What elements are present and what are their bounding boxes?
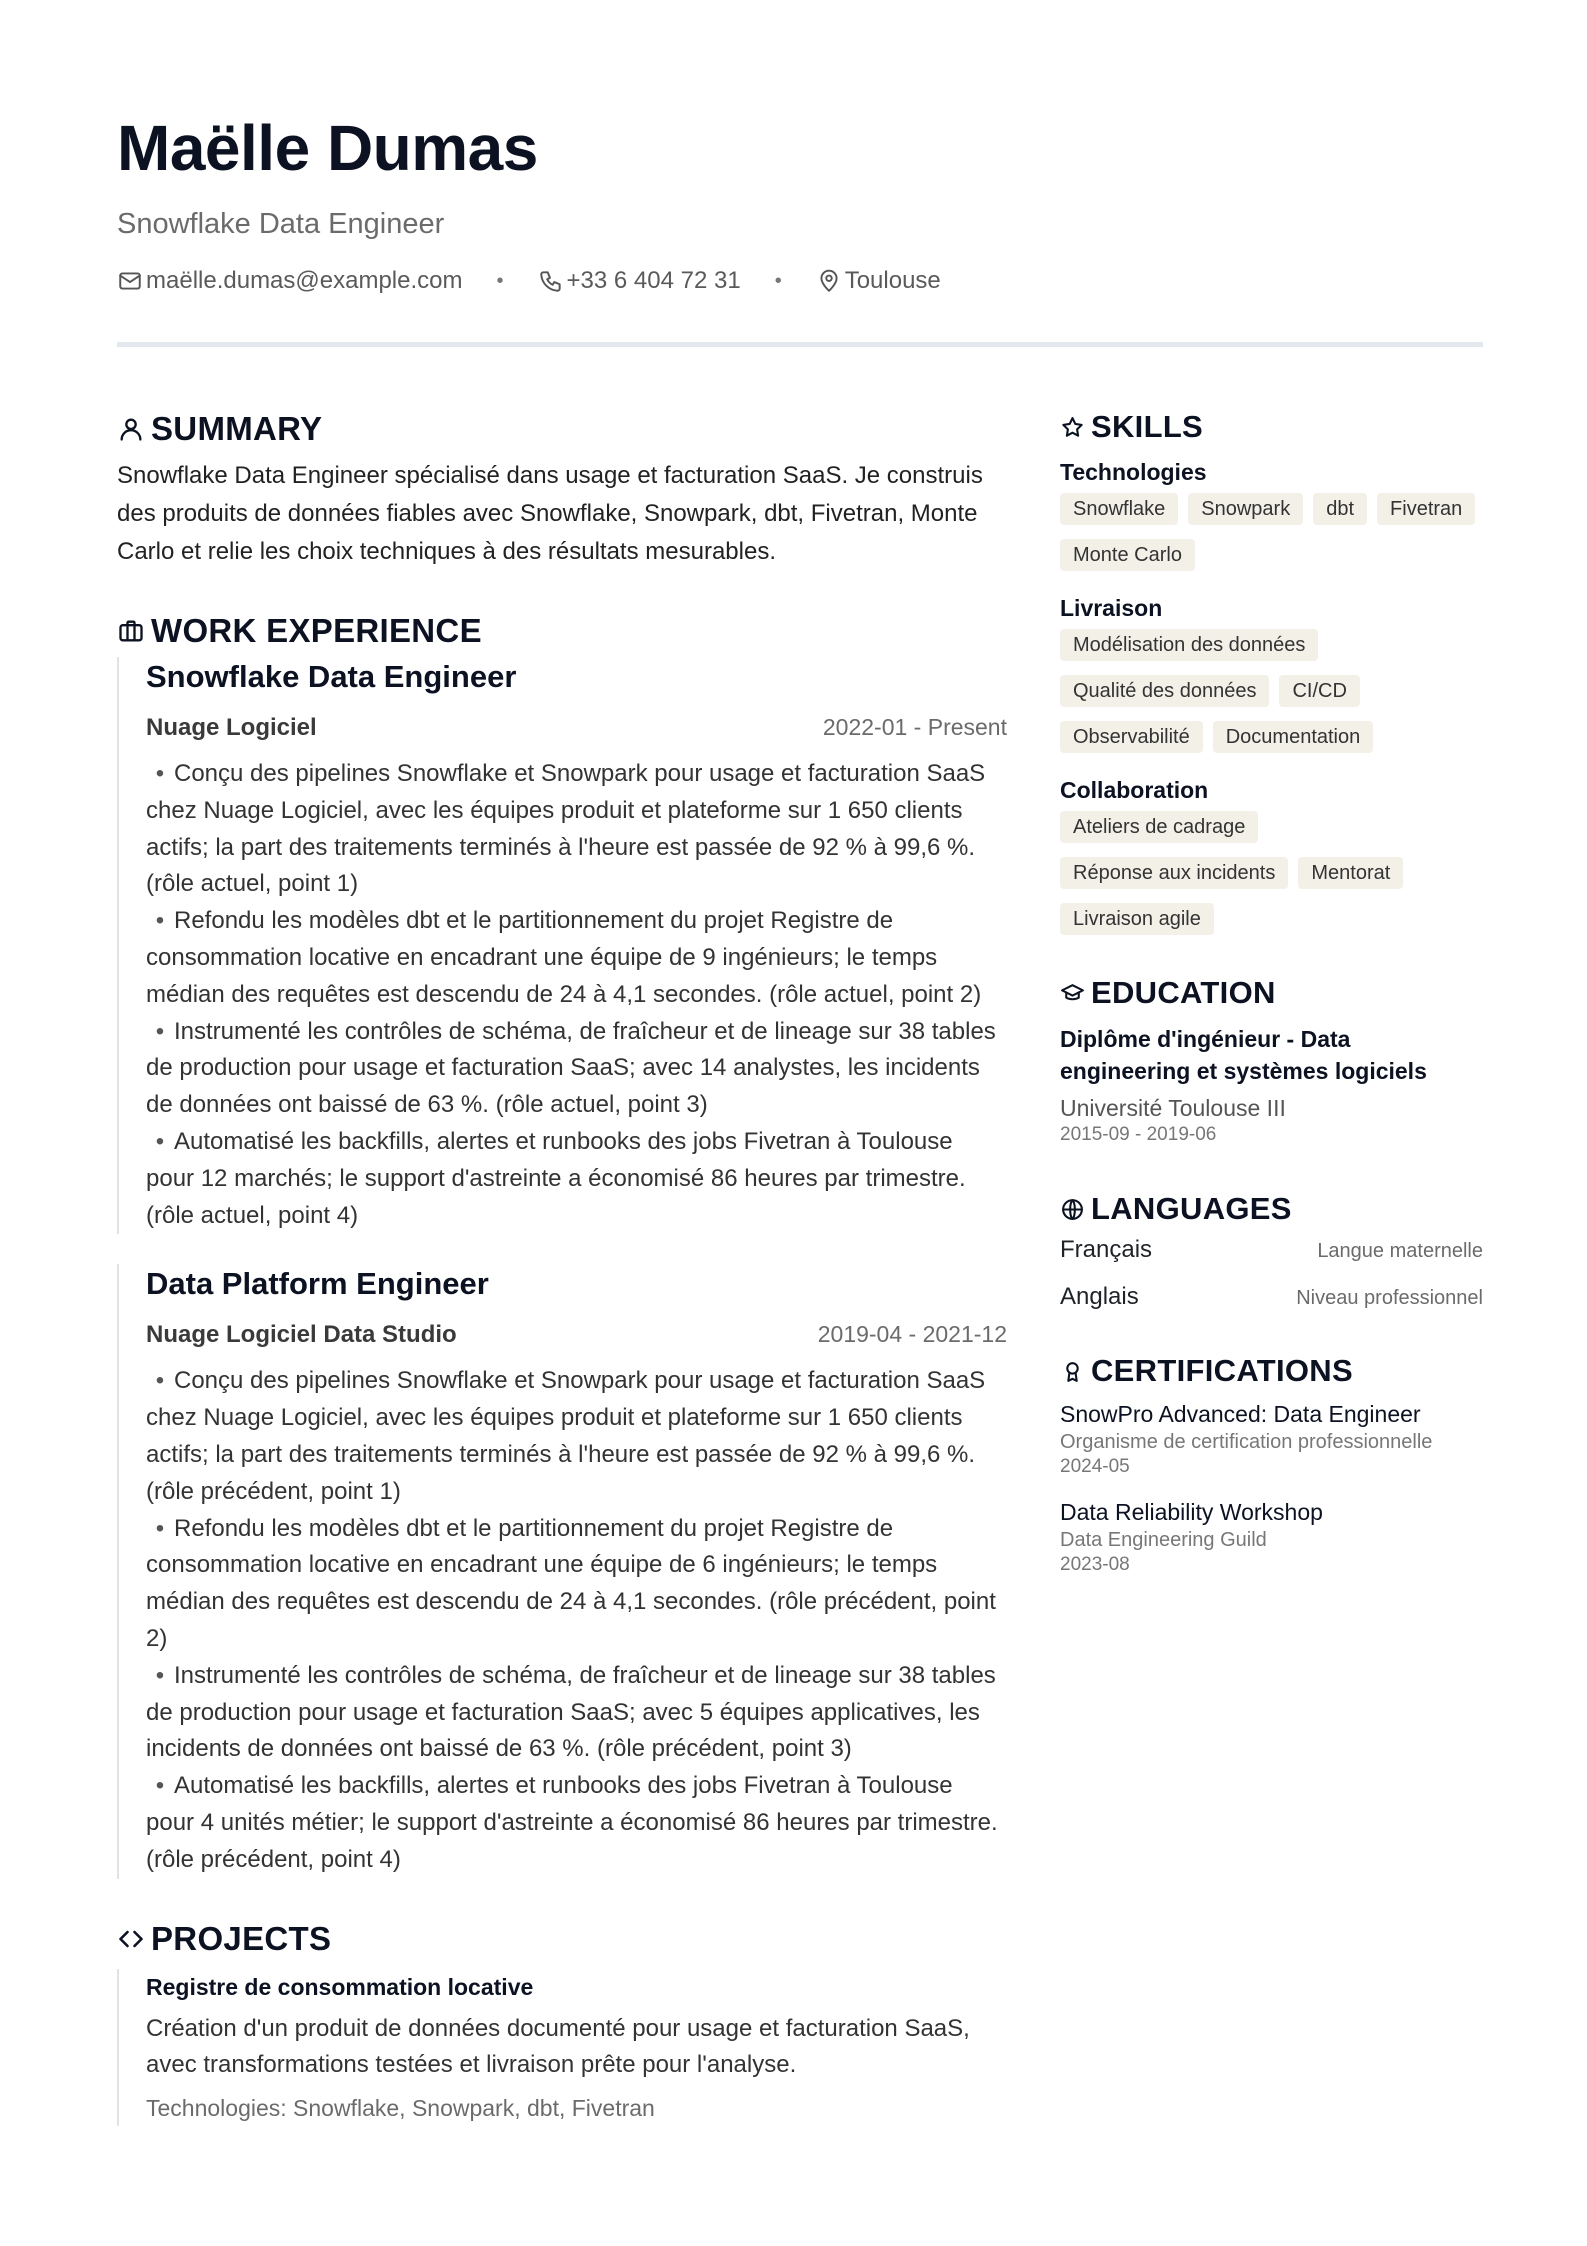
candidate-name: Maëlle Dumas	[117, 112, 538, 184]
job-bullet	[146, 1014, 1007, 1124]
job-entry	[117, 1264, 1007, 1878]
language-level: Langue maternelle	[1317, 1240, 1483, 1262]
bullet-dot: •	[155, 1772, 165, 1800]
skill-group-label: Technologies	[1060, 459, 1207, 485]
education-title: EDUCATION	[1091, 975, 1276, 1010]
job-bullet	[146, 1658, 1007, 1768]
project-title: Registre de consommation locative	[146, 1973, 534, 2000]
star-icon	[1060, 415, 1085, 440]
language-level: Niveau professionnel	[1296, 1287, 1483, 1309]
contact-separator: •	[496, 269, 504, 292]
candidate-headline: Snowflake Data Engineer	[117, 208, 445, 240]
language-name: Français	[1060, 1236, 1153, 1263]
certification-date: 2024-05	[1060, 1456, 1130, 1477]
contact-separator: •	[774, 269, 782, 292]
skill-group	[1060, 775, 1483, 935]
education-heading	[1060, 973, 1483, 1013]
job-meta	[146, 1318, 1007, 1351]
certification-issuer: Data Engineering Guild	[1060, 1529, 1267, 1551]
user-icon	[117, 415, 145, 443]
bullet-text: Conçu des pipelines Snowflake et Snowpark pour usage et facturation SaaS chez Nuage Logiciel, avec les équipes produit et plateforme sur 1 650 clients actifs; la part des traitements terminés à l'heure est passée de 92 % à 99,6 %. (rôle actuel, point 1)	[146, 760, 986, 898]
certification-issuer: Organisme de certification professionnelle	[1060, 1431, 1433, 1453]
certification-date: 2023-08	[1060, 1554, 1130, 1575]
summary-heading	[117, 409, 1007, 449]
contact-email[interactable]	[117, 267, 463, 295]
header-divider	[117, 342, 1483, 347]
bullet-text: Instrumenté les contrôles de schéma, de fraîcheur et de lineage sur 38 tables de production pour usage et facturation SaaS; avec 14 analystes, les incidents de données ont baissé de 63 %. (rôle actuel, point 3)	[146, 1017, 996, 1119]
bullet-dot: •	[155, 1367, 165, 1395]
email-text: maëlle.dumas@example.com	[146, 267, 463, 294]
skill-tag: Mentorat	[1298, 857, 1403, 889]
job-bullet	[146, 1768, 1007, 1878]
certifications-title: CERTIFICATIONS	[1091, 1353, 1353, 1388]
skill-tag: Observabilité	[1060, 721, 1203, 753]
job-bullets	[146, 756, 1007, 1234]
experience-heading	[117, 611, 1007, 651]
code-icon	[117, 1925, 145, 1953]
phone-icon	[538, 268, 564, 294]
skill-group-label: Collaboration	[1060, 777, 1209, 803]
job-title: Data Platform Engineer	[146, 1266, 489, 1302]
job-title: Snowflake Data Engineer	[146, 659, 517, 694]
job-bullet	[146, 1511, 1007, 1658]
map-pin-icon	[816, 268, 842, 294]
mail-icon	[117, 268, 143, 294]
skill-tag: Livraison agile	[1060, 903, 1214, 935]
bullet-text: Refondu les modèles dbt et le partitionnement du projet Registre de consommation locative en encadrant une équipe de 9 ingénieurs; le temps médian des requêtes est descendu de 24 à 4,1 secondes. (rôle actuel, point 2)	[146, 907, 982, 1008]
education-degree: Diplôme d'ingénieur - Data engineering et systèmes logiciels	[1060, 1026, 1427, 1084]
bullet-dot: •	[155, 1017, 165, 1045]
skills-heading	[1060, 407, 1483, 447]
bullet-text: Refondu les modèles dbt et le partitionnement du projet Registre de consommation locative en encadrant une équipe de 6 ingénieurs; le temps médian des requêtes est descendu de 24 à 4,1 secondes. (rôle précédent, point 2)	[146, 1514, 996, 1652]
education-school: Université Toulouse III	[1060, 1095, 1286, 1121]
location-text: Toulouse	[844, 267, 941, 294]
skill-tag: Documentation	[1213, 721, 1374, 753]
contact-row	[117, 264, 1483, 298]
projects-heading	[117, 1919, 1007, 1959]
contact-location	[816, 267, 941, 295]
graduation-cap-icon	[1060, 981, 1085, 1006]
job-meta	[146, 711, 1007, 744]
job-company: Nuage Logiciel Data Studio	[146, 1321, 457, 1349]
certification-entry	[1060, 1399, 1483, 1479]
job-company: Nuage Logiciel	[146, 714, 317, 741]
skill-group-label: Livraison	[1060, 595, 1163, 621]
summary-text: Snowflake Data Engineer spécialisé dans usage et facturation SaaS. Je construis des produits de données fiables avec Snowflake, Snowpark, dbt, Fivetran, Monte Carlo et relie les choix techniques à des résultats mesurables.	[117, 462, 983, 565]
sidebar-column	[1060, 407, 1483, 1577]
globe-icon	[1060, 1197, 1085, 1222]
certification-entry	[1060, 1497, 1483, 1577]
education-dates: 2015-09 - 2019-06	[1060, 1124, 1217, 1145]
certification-name: Data Reliability Workshop	[1060, 1499, 1323, 1525]
skill-tag: Modélisation des données	[1060, 629, 1318, 661]
skill-tag: Monte Carlo	[1060, 539, 1195, 571]
skill-tag: Ateliers de cadrage	[1060, 811, 1258, 843]
award-icon	[1060, 1359, 1085, 1384]
languages-title: LANGUAGES	[1091, 1191, 1292, 1226]
certification-name: SnowPro Advanced: Data Engineer	[1060, 1401, 1421, 1427]
skill-tag: Qualité des données	[1060, 675, 1269, 707]
skill-tag: dbt	[1313, 493, 1367, 525]
job-entry	[117, 657, 1007, 1234]
bullet-dot: •	[155, 1127, 165, 1155]
briefcase-icon	[117, 617, 145, 645]
skill-tags	[1060, 629, 1483, 753]
bullet-dot: •	[155, 1514, 165, 1542]
bullet-text: Automatisé les backfills, alertes et runbooks des jobs Fivetran à Toulouse pour 12 marchés; le support d'astreinte a économisé 86 heures par trimestre. (rôle actuel, point 4)	[146, 1127, 966, 1229]
skill-tags	[1060, 811, 1483, 935]
skill-tag: CI/CD	[1279, 675, 1359, 707]
contact-phone[interactable]	[538, 267, 741, 295]
certifications-heading	[1060, 1351, 1483, 1391]
skill-group	[1060, 593, 1483, 753]
bullet-dot: •	[155, 1661, 165, 1689]
skill-tags	[1060, 493, 1483, 571]
skill-tag: Fivetran	[1377, 493, 1475, 525]
projects-title: PROJECTS	[151, 1919, 332, 1957]
skill-tag: Réponse aux incidents	[1060, 857, 1288, 889]
bullet-dot: •	[155, 907, 165, 935]
job-bullet	[146, 756, 1007, 903]
phone-text: +33 6 404 72 31	[566, 267, 741, 294]
project-description: Création d'un produit de données documenté pour usage et facturation SaaS, avec transformations testées et livraison prête pour l'analyse.	[146, 2014, 970, 2079]
language-row	[1060, 1235, 1483, 1266]
job-bullet	[146, 1124, 1007, 1234]
project-entry	[117, 1969, 1007, 2127]
bullet-text: Instrumenté les contrôles de schéma, de fraîcheur et de lineage sur 38 tables de production pour usage et facturation SaaS; avec 5 équipes applicatives, les incidents de données ont baissé de 63 %. (rôle précédent, point 3)	[146, 1661, 996, 1763]
job-bullets	[146, 1363, 1007, 1878]
project-technologies: Technologies: Snowflake, Snowpark, dbt, Fivetran	[146, 2095, 655, 2122]
bullet-text: Conçu des pipelines Snowflake et Snowpark pour usage et facturation SaaS chez Nuage Logiciel, avec les équipes produit et plateforme sur 1 650 clients actifs; la part des traitements terminés à l'heure est passée de 92 % à 99,6 %. (rôle précédent, point 1)	[146, 1367, 986, 1505]
experience-title: WORK EXPERIENCE	[151, 612, 482, 649]
main-column	[117, 409, 1007, 2126]
bullet-dot: •	[155, 760, 165, 787]
job-dates: 2022-01 - Present	[822, 714, 1007, 740]
skill-tag: Snowflake	[1060, 493, 1178, 525]
languages-heading	[1060, 1189, 1483, 1229]
job-dates: 2019-04 - 2021-12	[817, 1321, 1007, 1348]
summary-title: SUMMARY	[151, 410, 323, 447]
job-bullet	[146, 1363, 1007, 1510]
bullet-text: Automatisé les backfills, alertes et runbooks des jobs Fivetran à Toulouse pour 4 unités métier; le support d'astreinte a économisé 86 heures par trimestre. (rôle précédent, point 4)	[146, 1772, 998, 1873]
skill-group	[1060, 457, 1483, 571]
language-row	[1060, 1282, 1483, 1313]
language-name: Anglais	[1060, 1283, 1139, 1310]
skill-tag: Snowpark	[1188, 493, 1303, 525]
job-bullet	[146, 903, 1007, 1013]
skills-title: SKILLS	[1091, 409, 1204, 444]
